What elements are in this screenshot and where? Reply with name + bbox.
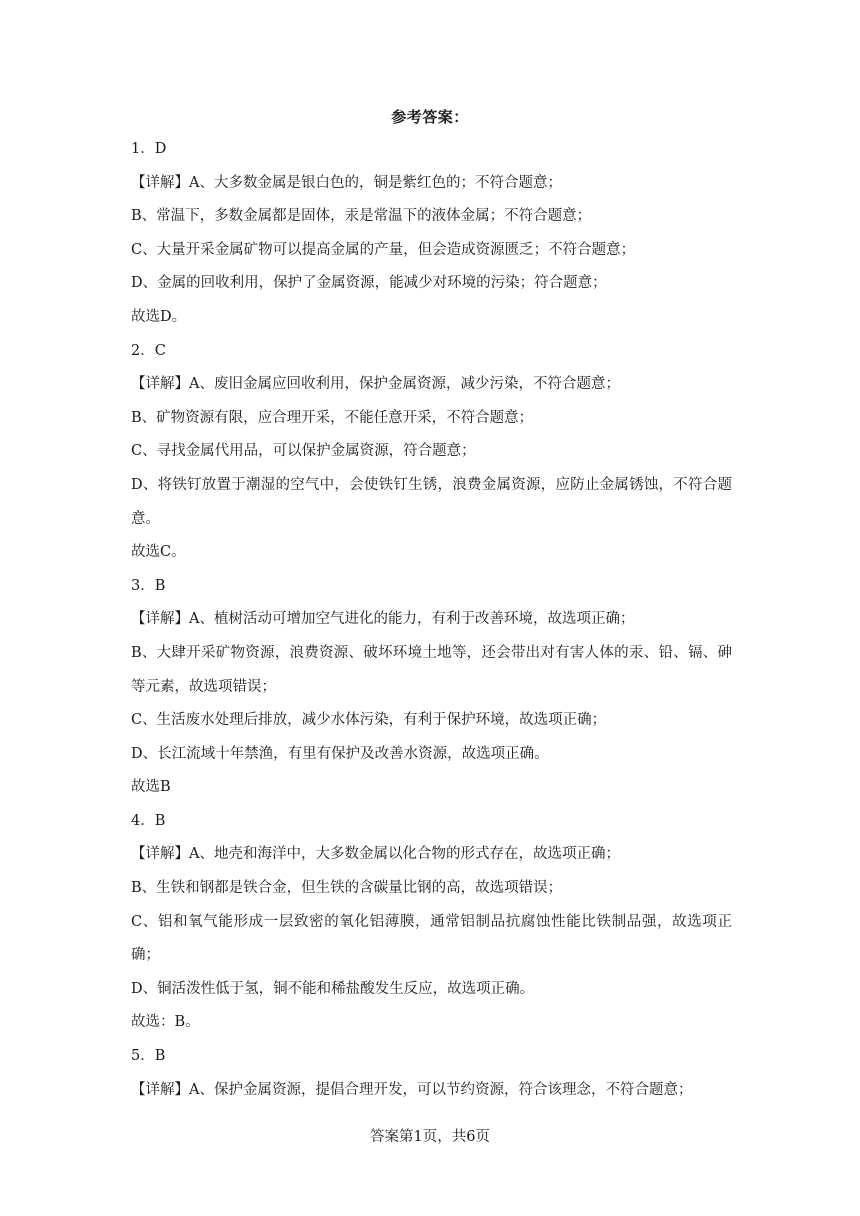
explanation-line: B、矿物资源有限，应合理开采，不能任意开采，不符合题意； [131, 409, 534, 426]
answer-number-2: 2．C [131, 342, 166, 359]
explanation-line: 【详解】A、植树活动可增加空气进化的能力，有利于改善环境，故选项正确； [131, 611, 635, 628]
answer-conclusion: 故选：B。 [131, 1014, 200, 1031]
answer-number-3: 3．B [131, 577, 166, 594]
explanation-line: 【详解】A、地壳和海洋中，大多数金属以化合物的形式存在，故选项正确； [131, 846, 620, 863]
answer-conclusion: 故选C。 [131, 544, 186, 561]
answer-conclusion: 故选B [131, 779, 171, 796]
explanation-line: 【详解】A、大多数金属是银白色的，铜是紫红色的；不符合题意； [131, 174, 562, 191]
explanation-line: C、寻找金属代用品，可以保护金属资源，符合题意； [131, 443, 476, 460]
explanation-line: 【详解】A、废旧金属应回收利用，保护金属资源，减少污染，不符合题意； [131, 376, 620, 393]
explanation-line: C、生活废水处理后排放，减少水体污染，有利于保护环境，故选项正确； [131, 712, 607, 729]
explanation-line: B、生铁和钢都是铁合金，但生铁的含碳量比钢的高，故选项错误； [131, 880, 563, 897]
explanation-line: B、大肆开采矿物资源，浪费资源、破坏环境土地等，还会带出对有害人体的汞、铅、镉、砷等元素，故选项错误； [131, 644, 732, 695]
page-title: 参考答案： [391, 108, 469, 126]
answer-number-5: 5．B [131, 1048, 166, 1065]
answer-number-4: 4．B [131, 812, 166, 829]
explanation-line: D、金属的回收利用，保护了金属资源，能减少对环境的污染；符合题意； [131, 275, 607, 292]
answer-conclusion: 故选D。 [131, 308, 187, 325]
answer-number-1: 1．D [131, 141, 167, 157]
page-footer: 答案第1页，共6页 [370, 1129, 490, 1145]
explanation-line: D、铜活泼性低于氢，铜不能和稀盐酸发生反应，故选项正确。 [131, 980, 535, 997]
explanation-line: B、常温下，多数金属都是固体，汞是常温下的液体金属；不符合题意； [131, 208, 592, 225]
explanation-line: 【详解】A、保护金属资源，提倡合理开发，可以节约资源，符合该理念，不符合题意； [131, 1081, 693, 1098]
explanation-line: C、铝和氧气能形成一层致密的氧化铝薄膜，通常铝制品抗腐蚀性能比铁制品强，故选项正确； [131, 913, 732, 964]
explanation-line: D、将铁钉放置于潮湿的空气中，会使铁钉生锈，浪费金属资源，应防止金属锈蚀，不符合题意。 [131, 476, 732, 527]
explanation-line: C、大量开采金属矿物可以提高金属的产量，但会造成资源匮乏；不符合题意； [131, 241, 636, 258]
answer-content [131, 133, 732, 1107]
explanation-line: D、长江流域十年禁渔，有里有保护及改善水资源，故选项正确。 [131, 745, 549, 762]
